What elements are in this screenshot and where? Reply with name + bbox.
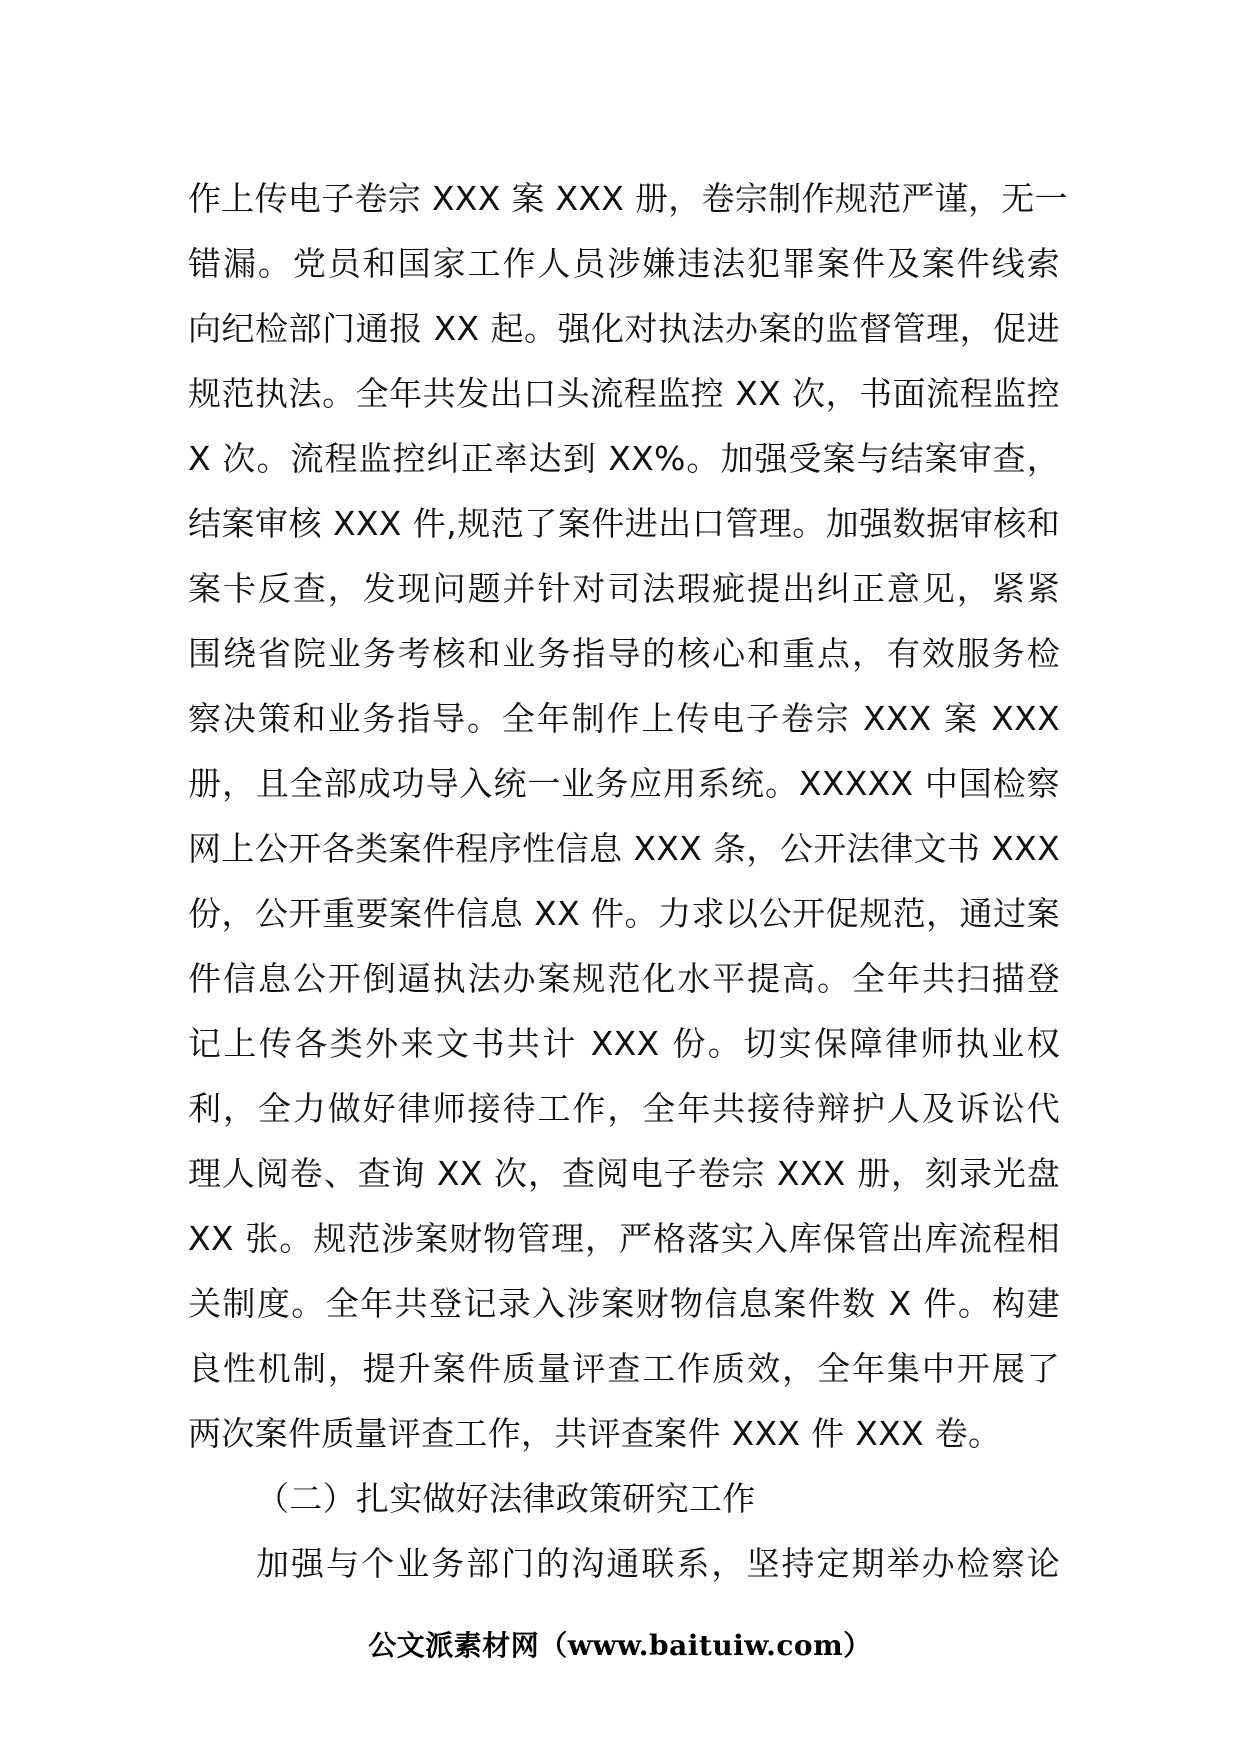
body-text-line: 错漏。党员和国家工作人员涉嫌违法犯罪案件及案件线索 — [188, 244, 1060, 283]
body-text-line: 结案审核 XXX 件,规范了案件进出口管理。加强数据审核和 — [188, 504, 1060, 543]
body-text-line: 利，全力做好律师接待工作，全年共接待辩护人及诉讼代 — [188, 1089, 1060, 1128]
paragraph-start-line: 加强与个业务部门的沟通联系，坚持定期举办检察论 — [256, 1544, 1060, 1583]
body-text-line: 围绕省院业务考核和业务指导的核心和重点，有效服务检 — [188, 634, 1060, 673]
body-text-line: 案卡反查，发现问题并针对司法瑕疵提出纠正意见，紧紧 — [188, 569, 1060, 608]
body-text-line: 份，公开重要案件信息 XX 件。力求以公开促规范，通过案 — [188, 894, 1060, 933]
body-text-line: 规范执法。全年共发出口头流程监控 XX 次，书面流程监控 — [188, 374, 1060, 413]
body-text-line: 理人阅卷、查询 XX 次，查阅电子卷宗 XXX 册，刻录光盘 — [188, 1154, 1060, 1193]
body-text-line: X 次。流程监控纠正率达到 XX%。加强受案与结案审查， — [188, 439, 1060, 478]
body-text-line: 作上传电子卷宗 XXX 案 XXX 册，卷宗制作规范严谨，无一 — [188, 179, 1068, 218]
section-heading: （二）扎实做好法律政策研究工作 — [256, 1479, 756, 1518]
body-text-line: 记上传各类外来文书共计 XXX 份。切实保障律师执业权 — [188, 1024, 1060, 1063]
body-text-line: 关制度。全年共登记录入涉案财物信息案件数 X 件。构建 — [188, 1284, 1060, 1323]
body-text-line: 察决策和业务指导。全年制作上传电子卷宗 XXX 案 XXX — [188, 699, 1060, 738]
body-text-line: 册，且全部成功导入统一业务应用系统。XXXXX 中国检察 — [188, 764, 1060, 803]
body-text-line-last: 两次案件质量评查工作，共评查案件 XXX 件 XXX 卷。 — [188, 1414, 1002, 1453]
footer-watermark: 公文派素材网（www.baituiw.com） — [368, 1629, 872, 1662]
body-text-line: 向纪检部门通报 XX 起。强化对执法办案的监督管理，促进 — [188, 309, 1060, 348]
body-text-line: XX 张。规范涉案财物管理，严格落实入库保管出库流程相 — [188, 1219, 1060, 1258]
body-text-line: 件信息公开倒逼执法办案规范化水平提高。全年共扫描登 — [188, 959, 1060, 998]
body-text-line: 良性机制，提升案件质量评查工作质效，全年集中开展了 — [188, 1349, 1060, 1388]
body-text-line: 网上公开各类案件程序性信息 XXX 条，公开法律文书 XXX — [188, 829, 1060, 868]
